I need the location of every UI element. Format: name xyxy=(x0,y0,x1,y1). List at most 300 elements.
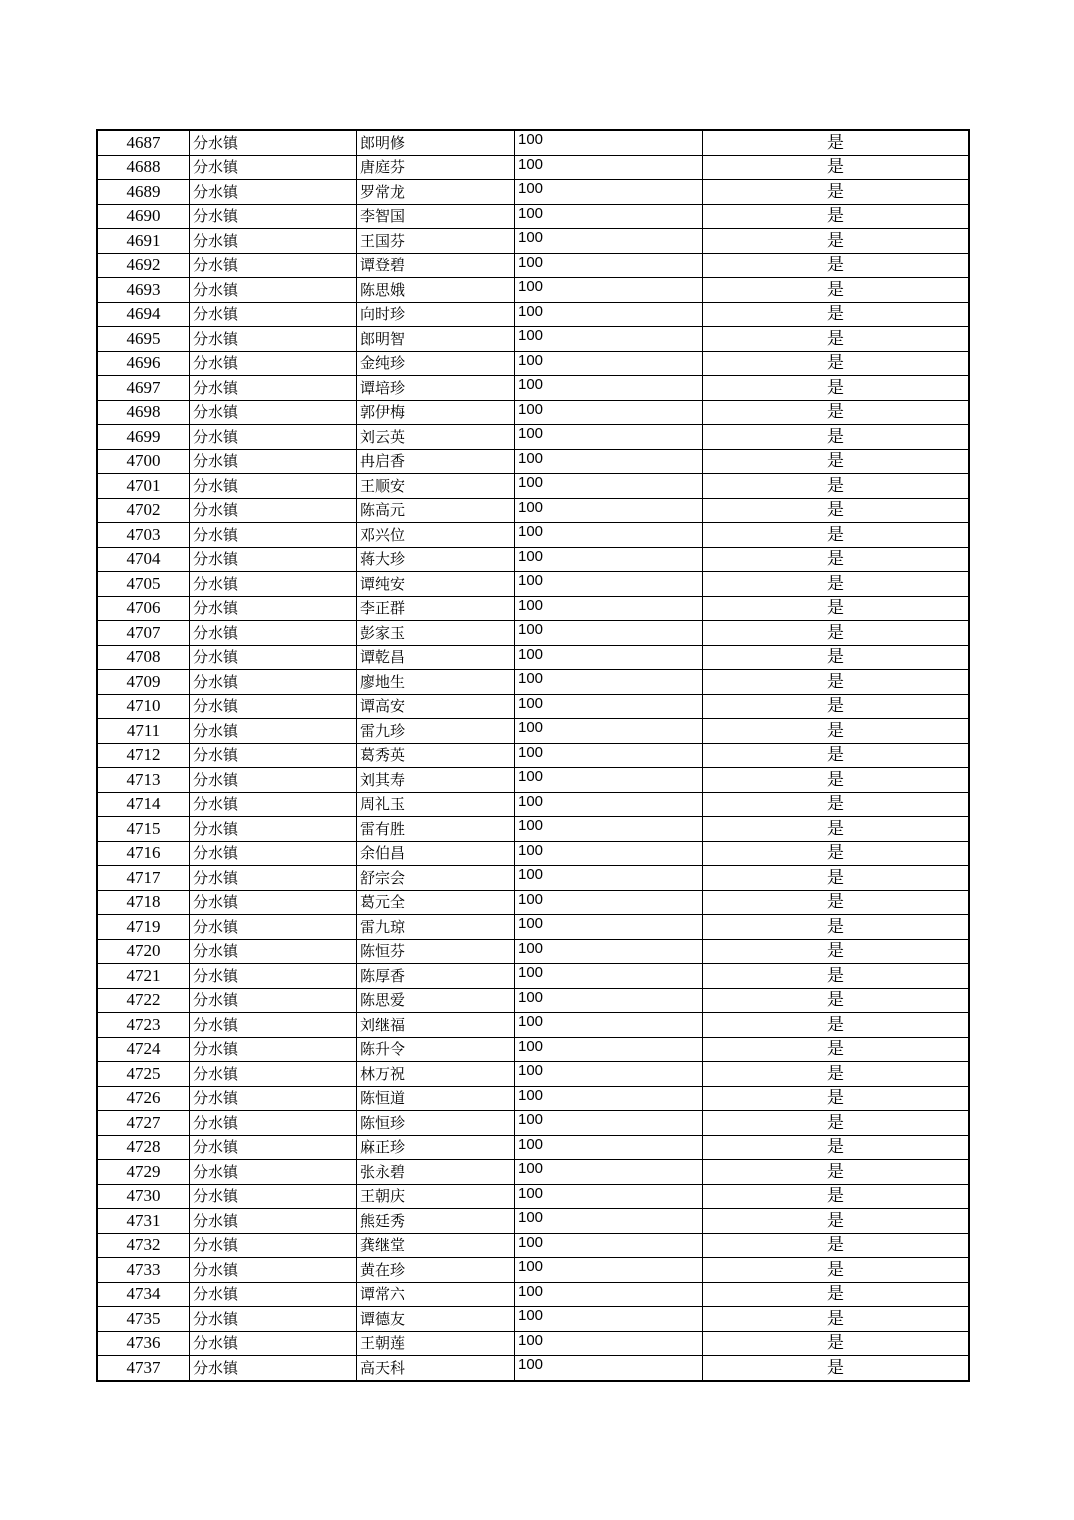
status-flag-cell: 是 xyxy=(703,621,970,646)
town-cell: 分水镇 xyxy=(190,180,357,205)
serial-number-cell: 4693 xyxy=(97,278,190,303)
status-flag-cell: 是 xyxy=(703,817,970,842)
person-name-cell: 谭纯安 xyxy=(357,572,515,597)
serial-number-cell: 4733 xyxy=(97,1258,190,1283)
amount-cell: 100 xyxy=(515,841,703,866)
status-flag-cell: 是 xyxy=(703,474,970,499)
person-name-cell: 陈厚香 xyxy=(357,964,515,989)
town-cell: 分水镇 xyxy=(190,1062,357,1087)
amount-cell: 100 xyxy=(515,694,703,719)
person-name-cell: 黄在珍 xyxy=(357,1258,515,1283)
town-cell: 分水镇 xyxy=(190,1086,357,1111)
serial-number-cell: 4711 xyxy=(97,719,190,744)
table-row xyxy=(97,1160,969,1185)
serial-number-cell: 4724 xyxy=(97,1037,190,1062)
town-cell: 分水镇 xyxy=(190,939,357,964)
serial-number-cell: 4692 xyxy=(97,253,190,278)
amount-cell: 100 xyxy=(515,1135,703,1160)
amount-cell: 100 xyxy=(515,474,703,499)
status-flag-cell: 是 xyxy=(703,180,970,205)
serial-number-cell: 4734 xyxy=(97,1282,190,1307)
status-flag-cell: 是 xyxy=(703,792,970,817)
table-row xyxy=(97,1013,969,1038)
table-row xyxy=(97,866,969,891)
table-row xyxy=(97,130,969,155)
town-cell: 分水镇 xyxy=(190,694,357,719)
person-name-cell: 罗常龙 xyxy=(357,180,515,205)
serial-number-cell: 4722 xyxy=(97,988,190,1013)
amount-cell: 100 xyxy=(515,1111,703,1136)
amount-cell: 100 xyxy=(515,866,703,891)
table-row xyxy=(97,645,969,670)
person-name-cell: 郭伊梅 xyxy=(357,400,515,425)
table-row xyxy=(97,670,969,695)
town-cell: 分水镇 xyxy=(190,130,357,155)
serial-number-cell: 4721 xyxy=(97,964,190,989)
amount-cell: 100 xyxy=(515,572,703,597)
serial-number-cell: 4709 xyxy=(97,670,190,695)
town-cell: 分水镇 xyxy=(190,523,357,548)
status-flag-cell: 是 xyxy=(703,1258,970,1283)
amount-cell: 100 xyxy=(515,1013,703,1038)
amount-cell: 100 xyxy=(515,890,703,915)
person-name-cell: 雷九琼 xyxy=(357,915,515,940)
town-cell: 分水镇 xyxy=(190,866,357,891)
table-row xyxy=(97,915,969,940)
town-cell: 分水镇 xyxy=(190,719,357,744)
table-row xyxy=(97,278,969,303)
serial-number-cell: 4706 xyxy=(97,596,190,621)
amount-cell: 100 xyxy=(515,180,703,205)
serial-number-cell: 4690 xyxy=(97,204,190,229)
town-cell: 分水镇 xyxy=(190,498,357,523)
amount-cell: 100 xyxy=(515,621,703,646)
status-flag-cell: 是 xyxy=(703,327,970,352)
town-cell: 分水镇 xyxy=(190,1135,357,1160)
amount-cell: 100 xyxy=(515,425,703,450)
town-cell: 分水镇 xyxy=(190,1111,357,1136)
amount-cell: 100 xyxy=(515,792,703,817)
status-flag-cell: 是 xyxy=(703,1209,970,1234)
amount-cell: 100 xyxy=(515,939,703,964)
person-name-cell: 谭高安 xyxy=(357,694,515,719)
town-cell: 分水镇 xyxy=(190,1233,357,1258)
status-flag-cell: 是 xyxy=(703,768,970,793)
person-name-cell: 王朝庆 xyxy=(357,1184,515,1209)
table-row xyxy=(97,229,969,254)
status-flag-cell: 是 xyxy=(703,866,970,891)
amount-cell: 100 xyxy=(515,1233,703,1258)
serial-number-cell: 4723 xyxy=(97,1013,190,1038)
status-flag-cell: 是 xyxy=(703,915,970,940)
person-name-cell: 陈思娥 xyxy=(357,278,515,303)
town-cell: 分水镇 xyxy=(190,327,357,352)
table-row xyxy=(97,1062,969,1087)
table-row xyxy=(97,792,969,817)
table-row xyxy=(97,768,969,793)
person-name-cell: 熊廷秀 xyxy=(357,1209,515,1234)
table-row xyxy=(97,302,969,327)
table-row xyxy=(97,988,969,1013)
town-cell: 分水镇 xyxy=(190,1331,357,1356)
table-row xyxy=(97,204,969,229)
serial-number-cell: 4698 xyxy=(97,400,190,425)
serial-number-cell: 4713 xyxy=(97,768,190,793)
status-flag-cell: 是 xyxy=(703,841,970,866)
town-cell: 分水镇 xyxy=(190,425,357,450)
table-row xyxy=(97,572,969,597)
serial-number-cell: 4712 xyxy=(97,743,190,768)
serial-number-cell: 4735 xyxy=(97,1307,190,1332)
amount-cell: 100 xyxy=(515,547,703,572)
table-row xyxy=(97,425,969,450)
table-row xyxy=(97,841,969,866)
table-row xyxy=(97,155,969,180)
person-name-cell: 王顺安 xyxy=(357,474,515,499)
table-row xyxy=(97,400,969,425)
person-name-cell: 金纯珍 xyxy=(357,351,515,376)
person-name-cell: 余伯昌 xyxy=(357,841,515,866)
status-flag-cell: 是 xyxy=(703,204,970,229)
status-flag-cell: 是 xyxy=(703,1160,970,1185)
person-name-cell: 林万祝 xyxy=(357,1062,515,1087)
town-cell: 分水镇 xyxy=(190,351,357,376)
town-cell: 分水镇 xyxy=(190,841,357,866)
status-flag-cell: 是 xyxy=(703,1111,970,1136)
person-name-cell: 周礼玉 xyxy=(357,792,515,817)
town-cell: 分水镇 xyxy=(190,964,357,989)
serial-number-cell: 4688 xyxy=(97,155,190,180)
status-flag-cell: 是 xyxy=(703,425,970,450)
amount-cell: 100 xyxy=(515,1086,703,1111)
serial-number-cell: 4736 xyxy=(97,1331,190,1356)
serial-number-cell: 4708 xyxy=(97,645,190,670)
person-name-cell: 谭常六 xyxy=(357,1282,515,1307)
table-row xyxy=(97,596,969,621)
serial-number-cell: 4694 xyxy=(97,302,190,327)
town-cell: 分水镇 xyxy=(190,596,357,621)
person-name-cell: 葛元全 xyxy=(357,890,515,915)
status-flag-cell: 是 xyxy=(703,572,970,597)
amount-cell: 100 xyxy=(515,1282,703,1307)
person-name-cell: 冉启香 xyxy=(357,449,515,474)
serial-number-cell: 4697 xyxy=(97,376,190,401)
serial-number-cell: 4728 xyxy=(97,1135,190,1160)
status-flag-cell: 是 xyxy=(703,743,970,768)
town-cell: 分水镇 xyxy=(190,1037,357,1062)
amount-cell: 100 xyxy=(515,130,703,155)
status-flag-cell: 是 xyxy=(703,1282,970,1307)
amount-cell: 100 xyxy=(515,1331,703,1356)
status-flag-cell: 是 xyxy=(703,1356,970,1381)
town-cell: 分水镇 xyxy=(190,155,357,180)
serial-number-cell: 4732 xyxy=(97,1233,190,1258)
town-cell: 分水镇 xyxy=(190,817,357,842)
person-name-cell: 舒宗会 xyxy=(357,866,515,891)
serial-number-cell: 4700 xyxy=(97,449,190,474)
amount-cell: 100 xyxy=(515,1160,703,1185)
status-flag-cell: 是 xyxy=(703,1233,970,1258)
status-flag-cell: 是 xyxy=(703,229,970,254)
amount-cell: 100 xyxy=(515,1037,703,1062)
table-row xyxy=(97,1307,969,1332)
amount-cell: 100 xyxy=(515,204,703,229)
table-row xyxy=(97,621,969,646)
town-cell: 分水镇 xyxy=(190,1282,357,1307)
status-flag-cell: 是 xyxy=(703,1135,970,1160)
person-name-cell: 李正群 xyxy=(357,596,515,621)
status-flag-cell: 是 xyxy=(703,278,970,303)
table-row xyxy=(97,523,969,548)
amount-cell: 100 xyxy=(515,155,703,180)
status-flag-cell: 是 xyxy=(703,1013,970,1038)
serial-number-cell: 4705 xyxy=(97,572,190,597)
status-flag-cell: 是 xyxy=(703,719,970,744)
town-cell: 分水镇 xyxy=(190,572,357,597)
town-cell: 分水镇 xyxy=(190,768,357,793)
town-cell: 分水镇 xyxy=(190,621,357,646)
person-name-cell: 王朝莲 xyxy=(357,1331,515,1356)
status-flag-cell: 是 xyxy=(703,400,970,425)
table-row xyxy=(97,719,969,744)
town-cell: 分水镇 xyxy=(190,278,357,303)
person-name-cell: 龚继堂 xyxy=(357,1233,515,1258)
town-cell: 分水镇 xyxy=(190,449,357,474)
amount-cell: 100 xyxy=(515,253,703,278)
table-row xyxy=(97,351,969,376)
person-name-cell: 陈恒珍 xyxy=(357,1111,515,1136)
town-cell: 分水镇 xyxy=(190,474,357,499)
person-name-cell: 雷九珍 xyxy=(357,719,515,744)
person-name-cell: 李智国 xyxy=(357,204,515,229)
town-cell: 分水镇 xyxy=(190,204,357,229)
table-row xyxy=(97,1258,969,1283)
town-cell: 分水镇 xyxy=(190,890,357,915)
table-row xyxy=(97,180,969,205)
town-cell: 分水镇 xyxy=(190,1356,357,1381)
town-cell: 分水镇 xyxy=(190,1160,357,1185)
status-flag-cell: 是 xyxy=(703,1062,970,1087)
status-flag-cell: 是 xyxy=(703,1086,970,1111)
table-row xyxy=(97,817,969,842)
serial-number-cell: 4715 xyxy=(97,817,190,842)
town-cell: 分水镇 xyxy=(190,743,357,768)
table-row xyxy=(97,890,969,915)
serial-number-cell: 4703 xyxy=(97,523,190,548)
serial-number-cell: 4727 xyxy=(97,1111,190,1136)
person-name-cell: 谭培珍 xyxy=(357,376,515,401)
town-cell: 分水镇 xyxy=(190,1258,357,1283)
town-cell: 分水镇 xyxy=(190,915,357,940)
serial-number-cell: 4704 xyxy=(97,547,190,572)
table-row xyxy=(97,327,969,352)
data-table xyxy=(96,129,970,1382)
amount-cell: 100 xyxy=(515,915,703,940)
town-cell: 分水镇 xyxy=(190,1013,357,1038)
amount-cell: 100 xyxy=(515,1209,703,1234)
amount-cell: 100 xyxy=(515,498,703,523)
person-name-cell: 郎明智 xyxy=(357,327,515,352)
amount-cell: 100 xyxy=(515,596,703,621)
amount-cell: 100 xyxy=(515,449,703,474)
table-body xyxy=(97,130,969,1381)
table-row xyxy=(97,964,969,989)
person-name-cell: 向时珍 xyxy=(357,302,515,327)
amount-cell: 100 xyxy=(515,327,703,352)
table-row xyxy=(97,474,969,499)
town-cell: 分水镇 xyxy=(190,670,357,695)
table-row xyxy=(97,1037,969,1062)
serial-number-cell: 4731 xyxy=(97,1209,190,1234)
status-flag-cell: 是 xyxy=(703,670,970,695)
amount-cell: 100 xyxy=(515,768,703,793)
amount-cell: 100 xyxy=(515,964,703,989)
amount-cell: 100 xyxy=(515,817,703,842)
table-row xyxy=(97,1209,969,1234)
person-name-cell: 陈恒芬 xyxy=(357,939,515,964)
status-flag-cell: 是 xyxy=(703,302,970,327)
town-cell: 分水镇 xyxy=(190,253,357,278)
town-cell: 分水镇 xyxy=(190,1209,357,1234)
amount-cell: 100 xyxy=(515,1356,703,1381)
table-row xyxy=(97,376,969,401)
serial-number-cell: 4710 xyxy=(97,694,190,719)
person-name-cell: 蒋大珍 xyxy=(357,547,515,572)
person-name-cell: 谭德友 xyxy=(357,1307,515,1332)
table-row xyxy=(97,1184,969,1209)
status-flag-cell: 是 xyxy=(703,523,970,548)
person-name-cell: 张永碧 xyxy=(357,1160,515,1185)
status-flag-cell: 是 xyxy=(703,939,970,964)
table-row xyxy=(97,1233,969,1258)
table-row xyxy=(97,498,969,523)
serial-number-cell: 4702 xyxy=(97,498,190,523)
person-name-cell: 谭登碧 xyxy=(357,253,515,278)
table-row xyxy=(97,743,969,768)
town-cell: 分水镇 xyxy=(190,792,357,817)
town-cell: 分水镇 xyxy=(190,1307,357,1332)
serial-number-cell: 4707 xyxy=(97,621,190,646)
status-flag-cell: 是 xyxy=(703,1184,970,1209)
amount-cell: 100 xyxy=(515,1258,703,1283)
status-flag-cell: 是 xyxy=(703,645,970,670)
town-cell: 分水镇 xyxy=(190,988,357,1013)
person-name-cell: 葛秀英 xyxy=(357,743,515,768)
status-flag-cell: 是 xyxy=(703,376,970,401)
person-name-cell: 王国芬 xyxy=(357,229,515,254)
serial-number-cell: 4718 xyxy=(97,890,190,915)
status-flag-cell: 是 xyxy=(703,155,970,180)
person-name-cell: 邓兴位 xyxy=(357,523,515,548)
amount-cell: 100 xyxy=(515,1062,703,1087)
serial-number-cell: 4730 xyxy=(97,1184,190,1209)
amount-cell: 100 xyxy=(515,302,703,327)
table-row xyxy=(97,1331,969,1356)
serial-number-cell: 4689 xyxy=(97,180,190,205)
town-cell: 分水镇 xyxy=(190,229,357,254)
amount-cell: 100 xyxy=(515,229,703,254)
table-row xyxy=(97,547,969,572)
amount-cell: 100 xyxy=(515,400,703,425)
table-row xyxy=(97,1086,969,1111)
amount-cell: 100 xyxy=(515,743,703,768)
status-flag-cell: 是 xyxy=(703,130,970,155)
town-cell: 分水镇 xyxy=(190,302,357,327)
amount-cell: 100 xyxy=(515,376,703,401)
person-name-cell: 廖地生 xyxy=(357,670,515,695)
table-row xyxy=(97,694,969,719)
serial-number-cell: 4729 xyxy=(97,1160,190,1185)
town-cell: 分水镇 xyxy=(190,1184,357,1209)
amount-cell: 100 xyxy=(515,988,703,1013)
serial-number-cell: 4717 xyxy=(97,866,190,891)
table-row xyxy=(97,253,969,278)
status-flag-cell: 是 xyxy=(703,547,970,572)
status-flag-cell: 是 xyxy=(703,351,970,376)
status-flag-cell: 是 xyxy=(703,1331,970,1356)
serial-number-cell: 4687 xyxy=(97,130,190,155)
serial-number-cell: 4726 xyxy=(97,1086,190,1111)
status-flag-cell: 是 xyxy=(703,988,970,1013)
table-row xyxy=(97,939,969,964)
person-name-cell: 刘云英 xyxy=(357,425,515,450)
amount-cell: 100 xyxy=(515,670,703,695)
person-name-cell: 刘继福 xyxy=(357,1013,515,1038)
status-flag-cell: 是 xyxy=(703,498,970,523)
serial-number-cell: 4695 xyxy=(97,327,190,352)
person-name-cell: 谭乾昌 xyxy=(357,645,515,670)
amount-cell: 100 xyxy=(515,645,703,670)
person-name-cell: 陈高元 xyxy=(357,498,515,523)
town-cell: 分水镇 xyxy=(190,645,357,670)
table-row xyxy=(97,449,969,474)
status-flag-cell: 是 xyxy=(703,253,970,278)
person-name-cell: 郎明修 xyxy=(357,130,515,155)
amount-cell: 100 xyxy=(515,719,703,744)
serial-number-cell: 4714 xyxy=(97,792,190,817)
table-row xyxy=(97,1111,969,1136)
serial-number-cell: 4725 xyxy=(97,1062,190,1087)
amount-cell: 100 xyxy=(515,278,703,303)
person-name-cell: 陈恒道 xyxy=(357,1086,515,1111)
person-name-cell: 高天科 xyxy=(357,1356,515,1381)
status-flag-cell: 是 xyxy=(703,1307,970,1332)
person-name-cell: 唐庭芬 xyxy=(357,155,515,180)
status-flag-cell: 是 xyxy=(703,596,970,621)
amount-cell: 100 xyxy=(515,523,703,548)
serial-number-cell: 4737 xyxy=(97,1356,190,1381)
status-flag-cell: 是 xyxy=(703,694,970,719)
serial-number-cell: 4699 xyxy=(97,425,190,450)
person-name-cell: 陈思爱 xyxy=(357,988,515,1013)
amount-cell: 100 xyxy=(515,1184,703,1209)
town-cell: 分水镇 xyxy=(190,400,357,425)
serial-number-cell: 4719 xyxy=(97,915,190,940)
status-flag-cell: 是 xyxy=(703,449,970,474)
person-name-cell: 麻正珍 xyxy=(357,1135,515,1160)
table-row xyxy=(97,1282,969,1307)
table-row xyxy=(97,1356,969,1381)
serial-number-cell: 4691 xyxy=(97,229,190,254)
status-flag-cell: 是 xyxy=(703,1037,970,1062)
amount-cell: 100 xyxy=(515,351,703,376)
person-name-cell: 陈升令 xyxy=(357,1037,515,1062)
person-name-cell: 雷有胜 xyxy=(357,817,515,842)
table-row xyxy=(97,1135,969,1160)
status-flag-cell: 是 xyxy=(703,890,970,915)
person-name-cell: 刘其寿 xyxy=(357,768,515,793)
amount-cell: 100 xyxy=(515,1307,703,1332)
